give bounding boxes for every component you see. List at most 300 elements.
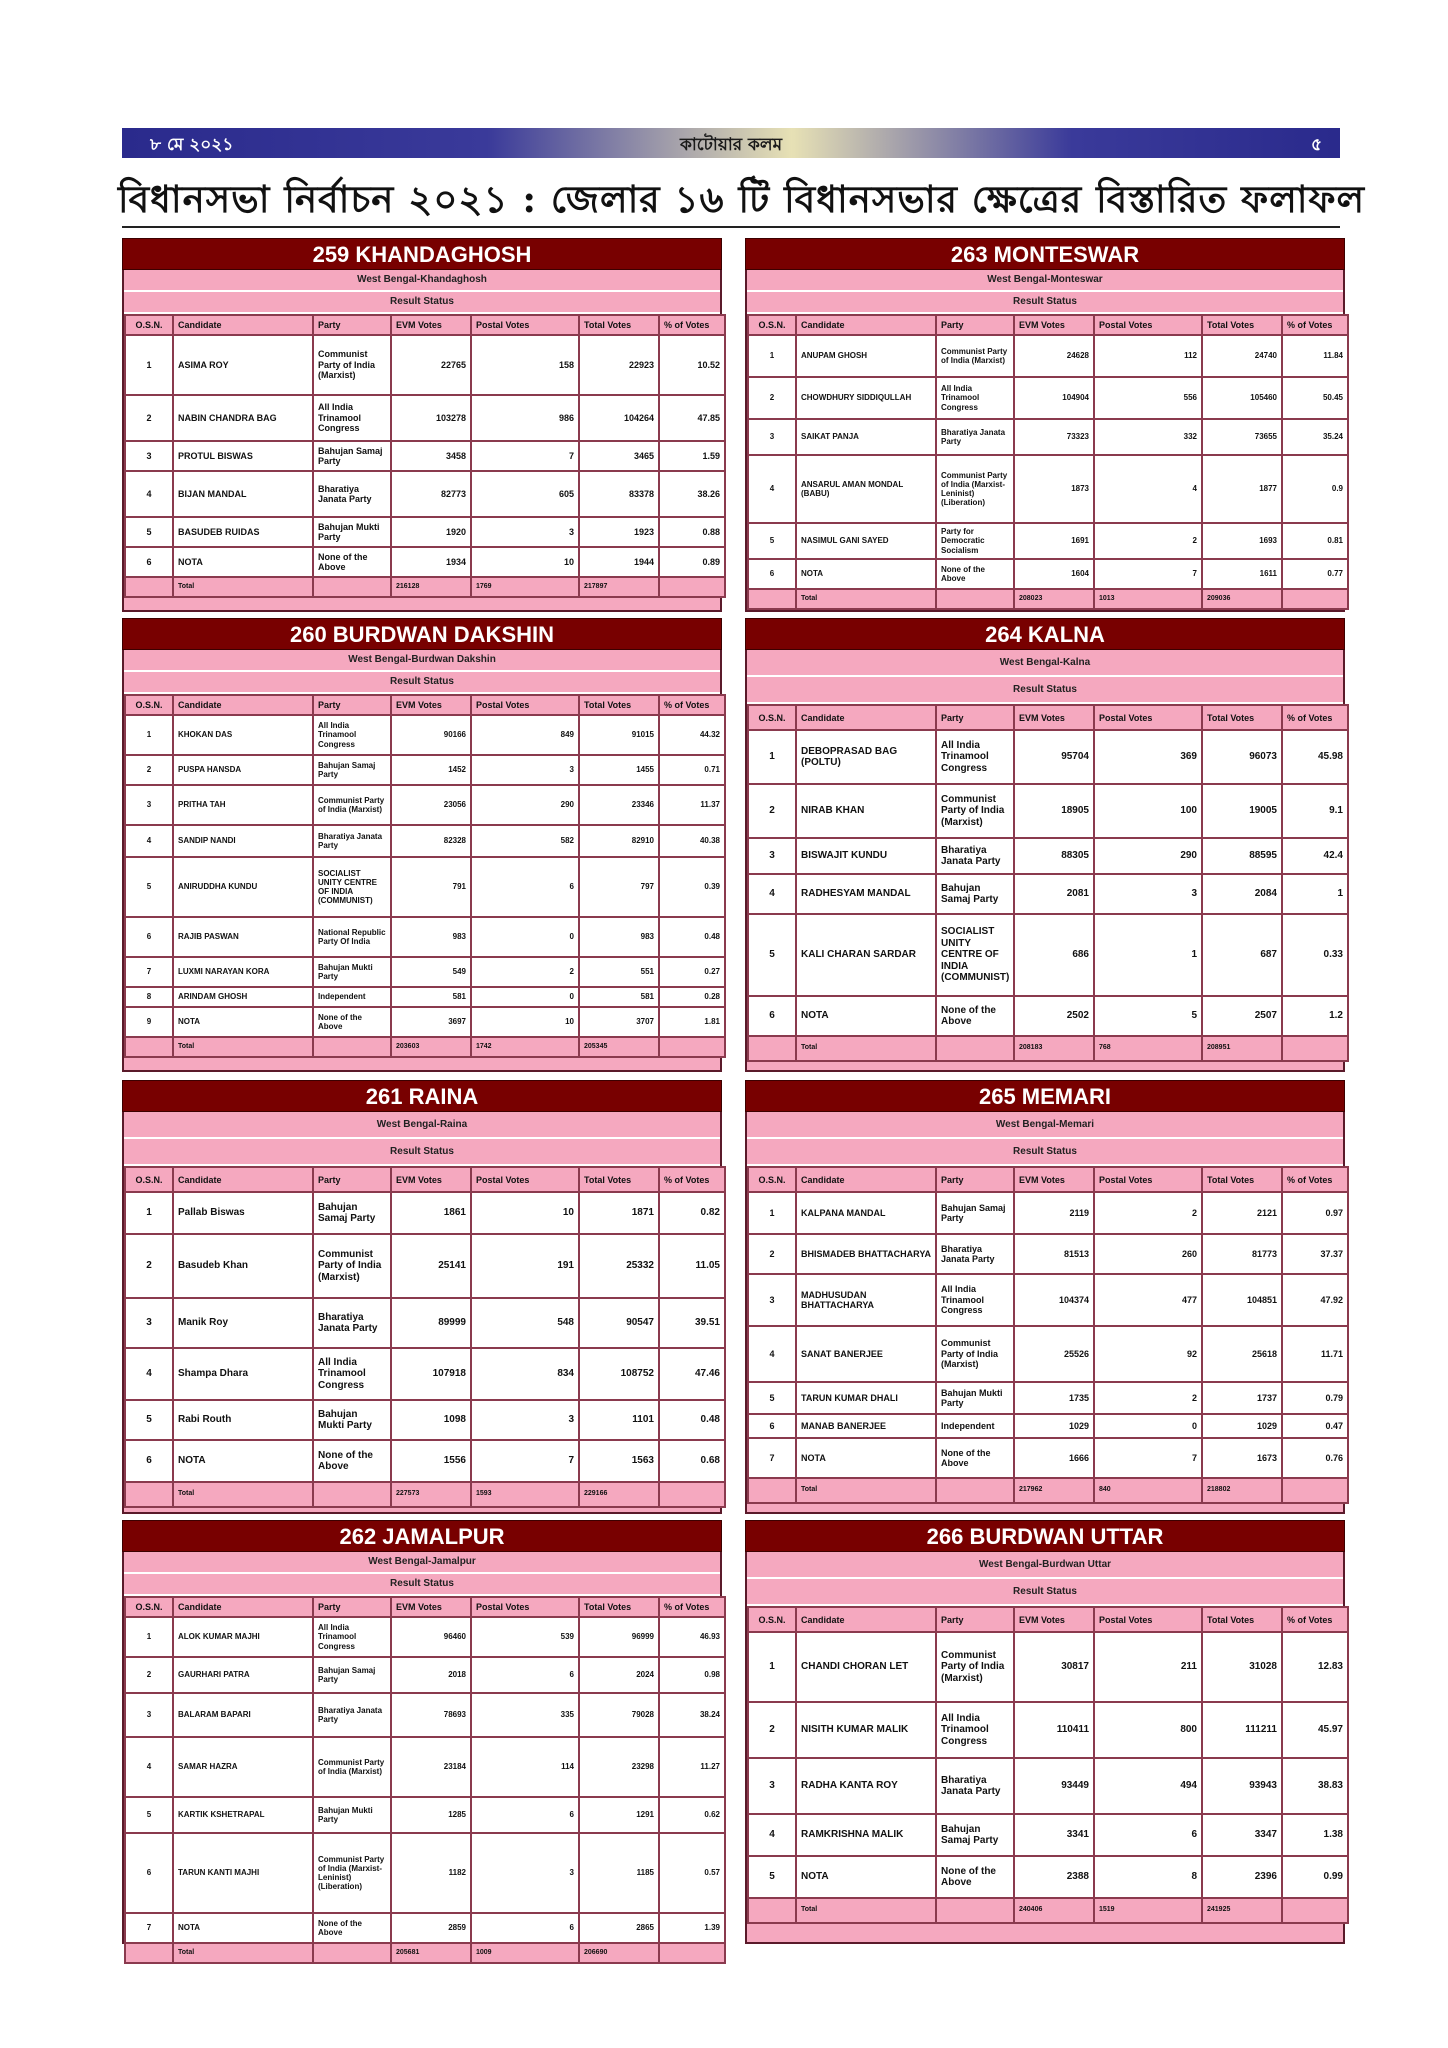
postal-votes-cell: 8 xyxy=(1094,1856,1202,1898)
candidate-cell: Manik Roy xyxy=(173,1298,313,1348)
column-header: % of Votes xyxy=(659,1597,725,1617)
total-votes-cell: 1611 xyxy=(1202,559,1282,589)
serial-cell: 6 xyxy=(125,917,173,957)
evm-votes-cell: 25526 xyxy=(1014,1326,1094,1382)
table-row xyxy=(125,825,725,857)
serial-cell: 6 xyxy=(748,996,796,1036)
table-row xyxy=(125,987,725,1007)
table-row xyxy=(748,1702,1348,1758)
party-cell: Communist Party of India (Marxist) xyxy=(313,1234,391,1298)
postal-votes-cell: 6 xyxy=(471,1913,579,1943)
column-header: Party xyxy=(936,705,1014,730)
party-cell: Bahujan Mukti Party xyxy=(313,1400,391,1440)
candidate-cell: SANAT BANERJEE xyxy=(796,1326,936,1382)
total-votes-cell: 1944 xyxy=(579,547,659,577)
column-header: EVM Votes xyxy=(1014,1607,1094,1632)
total-label: Total xyxy=(173,1943,313,1963)
constituency-panel xyxy=(745,1080,1345,1514)
vote-share-cell: 38.83 xyxy=(1282,1758,1348,1814)
evm-votes-cell: 95704 xyxy=(1014,730,1094,784)
party-cell: Bahujan Samaj Party xyxy=(313,1192,391,1234)
table-row xyxy=(125,1400,725,1440)
total-votes-cell: 797 xyxy=(579,857,659,917)
serial-cell: 6 xyxy=(748,1414,796,1438)
serial-cell: 1 xyxy=(125,335,173,395)
party-cell: Bahujan Samaj Party xyxy=(936,874,1014,914)
results-table-wrapper xyxy=(745,1552,1345,1944)
table-row xyxy=(748,1192,1348,1234)
party-cell: Bahujan Mukti Party xyxy=(313,957,391,987)
table-row xyxy=(748,874,1348,914)
party-cell: Bahujan Samaj Party xyxy=(936,1192,1014,1234)
total-votes-cell: 218802 xyxy=(1202,1478,1282,1503)
table-header-row xyxy=(125,1597,725,1617)
total-row xyxy=(125,1943,725,1963)
party-cell: Communist Party of India (Marxist) xyxy=(313,785,391,825)
total-votes-cell: 91015 xyxy=(579,715,659,755)
party-cell: None of the Above xyxy=(936,559,1014,589)
table-row xyxy=(125,1617,725,1657)
total-blank-cell xyxy=(748,1898,796,1923)
page-number: ৫ xyxy=(1310,135,1322,155)
evm-votes-cell: 3697 xyxy=(391,1007,471,1037)
total-votes-cell: 3347 xyxy=(1202,1814,1282,1856)
postal-votes-cell: 332 xyxy=(1094,419,1202,455)
table-row xyxy=(748,523,1348,559)
column-header: EVM Votes xyxy=(391,315,471,335)
table-row xyxy=(748,1814,1348,1856)
postal-votes-cell: 494 xyxy=(1094,1758,1202,1814)
column-header: EVM Votes xyxy=(391,695,471,715)
serial-cell: 5 xyxy=(748,523,796,559)
evm-votes-cell: 88305 xyxy=(1014,838,1094,874)
serial-cell: 4 xyxy=(125,1348,173,1400)
column-header: Postal Votes xyxy=(1094,1607,1202,1632)
table-row xyxy=(125,1657,725,1693)
vote-share-cell: 0.39 xyxy=(659,857,725,917)
total-blank-cell xyxy=(936,589,1014,609)
vote-share-cell: 0.33 xyxy=(1282,914,1348,996)
total-votes-cell: 229166 xyxy=(579,1482,659,1507)
evm-votes-cell: 686 xyxy=(1014,914,1094,996)
total-postal-cell: 1593 xyxy=(471,1482,579,1507)
column-header: % of Votes xyxy=(659,695,725,715)
vote-share-cell: 0.77 xyxy=(1282,559,1348,589)
serial-cell: 7 xyxy=(748,1438,796,1478)
party-cell: National Republic Party Of India xyxy=(313,917,391,957)
party-cell: SOCIALIST UNITY CENTRE OF INDIA (COMMUNIST) xyxy=(313,857,391,917)
vote-share-cell: 11.71 xyxy=(1282,1326,1348,1382)
postal-votes-cell: 369 xyxy=(1094,730,1202,784)
total-votes-cell: 208951 xyxy=(1202,1036,1282,1061)
party-cell: Bharatiya Janata Party xyxy=(313,825,391,857)
total-row xyxy=(125,1037,725,1057)
postal-votes-cell: 260 xyxy=(1094,1234,1202,1274)
total-votes-cell: 1101 xyxy=(579,1400,659,1440)
total-blank-cell xyxy=(1282,1478,1348,1503)
serial-cell: 2 xyxy=(748,784,796,838)
serial-cell: 1 xyxy=(748,730,796,784)
evm-votes-cell: 1691 xyxy=(1014,523,1094,559)
table-row xyxy=(748,1438,1348,1478)
candidate-cell: Rabi Routh xyxy=(173,1400,313,1440)
constituency-subtitle: West Bengal-Monteswar xyxy=(747,270,1343,292)
total-votes-cell: 2396 xyxy=(1202,1856,1282,1898)
postal-votes-cell: 3 xyxy=(471,755,579,785)
vote-share-cell: 9.1 xyxy=(1282,784,1348,838)
postal-votes-cell: 211 xyxy=(1094,1632,1202,1702)
postal-votes-cell: 2 xyxy=(1094,1192,1202,1234)
results-table xyxy=(747,704,1349,1062)
table-header-row xyxy=(748,1167,1348,1192)
result-status-label: Result Status xyxy=(747,1139,1343,1166)
postal-votes-cell: 539 xyxy=(471,1617,579,1657)
table-row xyxy=(125,1440,725,1482)
total-evm-cell: 216128 xyxy=(391,577,471,597)
total-label: Total xyxy=(796,1898,936,1923)
total-votes-cell: 687 xyxy=(1202,914,1282,996)
total-blank-cell xyxy=(313,1482,391,1507)
postal-votes-cell: 6 xyxy=(471,1657,579,1693)
evm-votes-cell: 1873 xyxy=(1014,455,1094,523)
table-row xyxy=(748,1758,1348,1814)
serial-cell: 3 xyxy=(125,441,173,471)
vote-share-cell: 0.98 xyxy=(659,1657,725,1693)
table-row xyxy=(125,441,725,471)
total-evm-cell: 217962 xyxy=(1014,1478,1094,1503)
column-header: EVM Votes xyxy=(1014,705,1094,730)
table-row xyxy=(748,838,1348,874)
column-header: Postal Votes xyxy=(471,315,579,335)
table-header-row xyxy=(748,315,1348,335)
total-blank-cell xyxy=(936,1898,1014,1923)
column-header: O.S.N. xyxy=(125,315,173,335)
candidate-cell: NOTA xyxy=(796,1438,936,1478)
results-table xyxy=(747,1166,1349,1504)
party-cell: Communist Party of India (Marxist) xyxy=(936,1326,1014,1382)
postal-votes-cell: 10 xyxy=(471,547,579,577)
total-row xyxy=(748,1898,1348,1923)
constituency-subtitle: West Bengal-Burdwan Uttar xyxy=(747,1552,1343,1579)
constituency-title: 259 KHANDAGHOSH xyxy=(122,238,722,270)
party-cell: Independent xyxy=(313,987,391,1007)
total-row xyxy=(125,1482,725,1507)
candidate-cell: Basudeb Khan xyxy=(173,1234,313,1298)
postal-votes-cell: 548 xyxy=(471,1298,579,1348)
total-votes-cell: 1185 xyxy=(579,1833,659,1913)
evm-votes-cell: 2502 xyxy=(1014,996,1094,1036)
postal-votes-cell: 1 xyxy=(1094,914,1202,996)
party-cell: None of the Above xyxy=(936,996,1014,1036)
total-votes-cell: 1737 xyxy=(1202,1382,1282,1414)
evm-votes-cell: 24628 xyxy=(1014,335,1094,377)
total-votes-cell: 2507 xyxy=(1202,996,1282,1036)
party-cell: All India Trinamool Congress xyxy=(313,715,391,755)
total-votes-cell: 105460 xyxy=(1202,377,1282,419)
vote-share-cell: 0.99 xyxy=(1282,1856,1348,1898)
candidate-cell: SAIKAT PANJA xyxy=(796,419,936,455)
vote-share-cell: 11.05 xyxy=(659,1234,725,1298)
total-votes-cell: 2865 xyxy=(579,1913,659,1943)
total-votes-cell: 93943 xyxy=(1202,1758,1282,1814)
total-votes-cell: 79028 xyxy=(579,1693,659,1737)
serial-cell: 9 xyxy=(125,1007,173,1037)
table-row xyxy=(125,1234,725,1298)
total-votes-cell: 108752 xyxy=(579,1348,659,1400)
postal-votes-cell: 92 xyxy=(1094,1326,1202,1382)
candidate-cell: SANDIP NANDI xyxy=(173,825,313,857)
column-header: Candidate xyxy=(173,315,313,335)
column-header: Postal Votes xyxy=(1094,705,1202,730)
table-row xyxy=(125,755,725,785)
total-blank-cell xyxy=(1282,589,1348,609)
table-row xyxy=(748,1632,1348,1702)
constituency-subtitle: West Bengal-Raina xyxy=(124,1112,720,1139)
column-header: Party xyxy=(313,695,391,715)
candidate-cell: PUSPA HANSDA xyxy=(173,755,313,785)
candidate-cell: NABIN CHANDRA BAG xyxy=(173,395,313,441)
serial-cell: 3 xyxy=(748,1274,796,1326)
vote-share-cell: 44.32 xyxy=(659,715,725,755)
total-votes-cell: 19005 xyxy=(1202,784,1282,838)
serial-cell: 2 xyxy=(125,1234,173,1298)
postal-votes-cell: 834 xyxy=(471,1348,579,1400)
candidate-cell: NOTA xyxy=(173,1440,313,1482)
total-blank-cell xyxy=(936,1036,1014,1061)
candidate-cell: BISWAJIT KUNDU xyxy=(796,838,936,874)
evm-votes-cell: 581 xyxy=(391,987,471,1007)
vote-share-cell: 0.68 xyxy=(659,1440,725,1482)
serial-cell: 1 xyxy=(125,1617,173,1657)
total-blank-cell xyxy=(125,1037,173,1057)
candidate-cell: ASIMA ROY xyxy=(173,335,313,395)
postal-votes-cell: 100 xyxy=(1094,784,1202,838)
evm-votes-cell: 1735 xyxy=(1014,1382,1094,1414)
serial-cell: 7 xyxy=(125,1913,173,1943)
total-votes-cell: 1563 xyxy=(579,1440,659,1482)
party-cell: SOCIALIST UNITY CENTRE OF INDIA (COMMUNIST) xyxy=(936,914,1014,996)
table-row xyxy=(125,1913,725,1943)
candidate-cell: Shampa Dhara xyxy=(173,1348,313,1400)
vote-share-cell: 0.62 xyxy=(659,1797,725,1833)
column-header: % of Votes xyxy=(1282,315,1348,335)
party-cell: Communist Party of India (Marxist-Leninist) (Liberation) xyxy=(936,455,1014,523)
evm-votes-cell: 82328 xyxy=(391,825,471,857)
result-status-label: Result Status xyxy=(747,292,1343,314)
postal-votes-cell: 114 xyxy=(471,1737,579,1797)
vote-share-cell: 0.97 xyxy=(1282,1192,1348,1234)
candidate-cell: KHOKAN DAS xyxy=(173,715,313,755)
total-votes-cell: 2121 xyxy=(1202,1192,1282,1234)
vote-share-cell: 37.37 xyxy=(1282,1234,1348,1274)
results-table-wrapper xyxy=(745,1112,1345,1514)
total-row xyxy=(748,589,1348,609)
evm-votes-cell: 1920 xyxy=(391,517,471,547)
total-votes-cell: 1877 xyxy=(1202,455,1282,523)
serial-cell: 3 xyxy=(125,785,173,825)
total-blank-cell xyxy=(125,577,173,597)
serial-cell: 1 xyxy=(748,335,796,377)
total-votes-cell: 2084 xyxy=(1202,874,1282,914)
candidate-cell: DEBOPRASAD BAG (POLTU) xyxy=(796,730,936,784)
party-cell: All India Trinamool Congress xyxy=(936,730,1014,784)
constituency-panel xyxy=(745,238,1345,612)
serial-cell: 6 xyxy=(125,1440,173,1482)
total-blank-cell xyxy=(659,577,725,597)
serial-cell: 2 xyxy=(748,1702,796,1758)
serial-cell: 2 xyxy=(125,395,173,441)
column-header: Candidate xyxy=(796,705,936,730)
total-votes-cell: 81773 xyxy=(1202,1234,1282,1274)
evm-votes-cell: 30817 xyxy=(1014,1632,1094,1702)
total-votes-cell: 90547 xyxy=(579,1298,659,1348)
total-blank-cell xyxy=(659,1943,725,1963)
party-cell: Bahujan Samaj Party xyxy=(936,1814,1014,1856)
total-label: Total xyxy=(173,1037,313,1057)
table-row xyxy=(748,335,1348,377)
total-evm-cell: 203603 xyxy=(391,1037,471,1057)
column-header: Postal Votes xyxy=(1094,1167,1202,1192)
vote-share-cell: 10.52 xyxy=(659,335,725,395)
vote-share-cell: 50.45 xyxy=(1282,377,1348,419)
column-header: % of Votes xyxy=(1282,1167,1348,1192)
party-cell: All India Trinamool Congress xyxy=(313,1348,391,1400)
evm-votes-cell: 96460 xyxy=(391,1617,471,1657)
serial-cell: 2 xyxy=(748,377,796,419)
total-label: Total xyxy=(796,1478,936,1503)
candidate-cell: NIRAB KHAN xyxy=(796,784,936,838)
constituency-panel xyxy=(122,238,722,612)
column-header: Postal Votes xyxy=(471,1597,579,1617)
party-cell: Party for Democratic Socialism xyxy=(936,523,1014,559)
evm-votes-cell: 110411 xyxy=(1014,1702,1094,1758)
serial-cell: 3 xyxy=(748,1758,796,1814)
results-table xyxy=(747,314,1349,610)
total-blank-cell xyxy=(313,577,391,597)
party-cell: Bharatiya Janata Party xyxy=(936,1758,1014,1814)
postal-votes-cell: 3 xyxy=(1094,874,1202,914)
constituency-title: 264 KALNA xyxy=(745,618,1345,650)
party-cell: All India Trinamool Congress xyxy=(936,377,1014,419)
vote-share-cell: 45.97 xyxy=(1282,1702,1348,1758)
candidate-cell: ARINDAM GHOSH xyxy=(173,987,313,1007)
party-cell: Communist Party of India (Marxist) xyxy=(313,335,391,395)
column-header: Postal Votes xyxy=(471,695,579,715)
results-table xyxy=(747,1606,1349,1924)
column-header: O.S.N. xyxy=(125,695,173,715)
total-label: Total xyxy=(796,589,936,609)
evm-votes-cell: 3341 xyxy=(1014,1814,1094,1856)
postal-votes-cell: 800 xyxy=(1094,1702,1202,1758)
constituency-panel xyxy=(122,618,722,1072)
total-votes-cell: 23298 xyxy=(579,1737,659,1797)
evm-votes-cell: 1029 xyxy=(1014,1414,1094,1438)
postal-votes-cell: 0 xyxy=(1094,1414,1202,1438)
candidate-cell: Pallab Biswas xyxy=(173,1192,313,1234)
serial-cell: 6 xyxy=(125,1833,173,1913)
total-votes-cell: 209036 xyxy=(1202,589,1282,609)
serial-cell: 1 xyxy=(748,1632,796,1702)
postal-votes-cell: 335 xyxy=(471,1693,579,1737)
evm-votes-cell: 90166 xyxy=(391,715,471,755)
serial-cell: 1 xyxy=(748,1192,796,1234)
table-row xyxy=(125,857,725,917)
postal-votes-cell: 2 xyxy=(1094,523,1202,559)
column-header: Party xyxy=(936,315,1014,335)
table-row xyxy=(125,517,725,547)
results-table-wrapper xyxy=(122,650,722,1072)
evm-votes-cell: 81513 xyxy=(1014,1234,1094,1274)
column-header: Total Votes xyxy=(1202,1167,1282,1192)
evm-votes-cell: 23056 xyxy=(391,785,471,825)
postal-votes-cell: 290 xyxy=(1094,838,1202,874)
party-cell: All India Trinamool Congress xyxy=(313,395,391,441)
party-cell: All India Trinamool Congress xyxy=(936,1702,1014,1758)
evm-votes-cell: 2859 xyxy=(391,1913,471,1943)
vote-share-cell: 1.81 xyxy=(659,1007,725,1037)
total-votes-cell: 3707 xyxy=(579,1007,659,1037)
vote-share-cell: 0.79 xyxy=(1282,1382,1348,1414)
table-header-row xyxy=(125,1167,725,1192)
party-cell: Bahujan Samaj Party xyxy=(313,1657,391,1693)
total-evm-cell: 208183 xyxy=(1014,1036,1094,1061)
table-row xyxy=(748,996,1348,1036)
column-header: Party xyxy=(936,1167,1014,1192)
result-status-label: Result Status xyxy=(747,677,1343,704)
vote-share-cell: 0.28 xyxy=(659,987,725,1007)
evm-votes-cell: 2018 xyxy=(391,1657,471,1693)
candidate-cell: NISITH KUMAR MALIK xyxy=(796,1702,936,1758)
evm-votes-cell: 1666 xyxy=(1014,1438,1094,1478)
party-cell: Bharatiya Janata Party xyxy=(313,1693,391,1737)
column-header: EVM Votes xyxy=(1014,315,1094,335)
party-cell: Independent xyxy=(936,1414,1014,1438)
total-evm-cell: 205681 xyxy=(391,1943,471,1963)
evm-votes-cell: 983 xyxy=(391,917,471,957)
vote-share-cell: 0.57 xyxy=(659,1833,725,1913)
serial-cell: 3 xyxy=(125,1298,173,1348)
column-header: EVM Votes xyxy=(391,1167,471,1192)
total-votes-cell: 1029 xyxy=(1202,1414,1282,1438)
evm-votes-cell: 2119 xyxy=(1014,1192,1094,1234)
total-blank-cell xyxy=(1282,1898,1348,1923)
vote-share-cell: 11.84 xyxy=(1282,335,1348,377)
candidate-cell: BIJAN MANDAL xyxy=(173,471,313,517)
vote-share-cell: 42.4 xyxy=(1282,838,1348,874)
total-votes-cell: 551 xyxy=(579,957,659,987)
party-cell: None of the Above xyxy=(313,1007,391,1037)
serial-cell: 5 xyxy=(125,857,173,917)
party-cell: None of the Above xyxy=(936,1856,1014,1898)
column-header: Total Votes xyxy=(1202,315,1282,335)
table-row xyxy=(125,335,725,395)
constituency-subtitle: West Bengal-Memari xyxy=(747,1112,1343,1139)
total-postal-cell: 1519 xyxy=(1094,1898,1202,1923)
vote-share-cell: 38.24 xyxy=(659,1693,725,1737)
vote-share-cell: 1 xyxy=(1282,874,1348,914)
total-votes-cell: 3465 xyxy=(579,441,659,471)
serial-cell: 5 xyxy=(748,1382,796,1414)
table-header-row xyxy=(125,695,725,715)
total-votes-cell: 2024 xyxy=(579,1657,659,1693)
total-votes-cell: 1693 xyxy=(1202,523,1282,559)
evm-votes-cell: 1861 xyxy=(391,1192,471,1234)
column-header: % of Votes xyxy=(659,1167,725,1192)
vote-share-cell: 0.88 xyxy=(659,517,725,547)
constituency-subtitle: West Bengal-Jamalpur xyxy=(124,1552,720,1574)
vote-share-cell: 0.81 xyxy=(1282,523,1348,559)
column-header: Candidate xyxy=(796,315,936,335)
